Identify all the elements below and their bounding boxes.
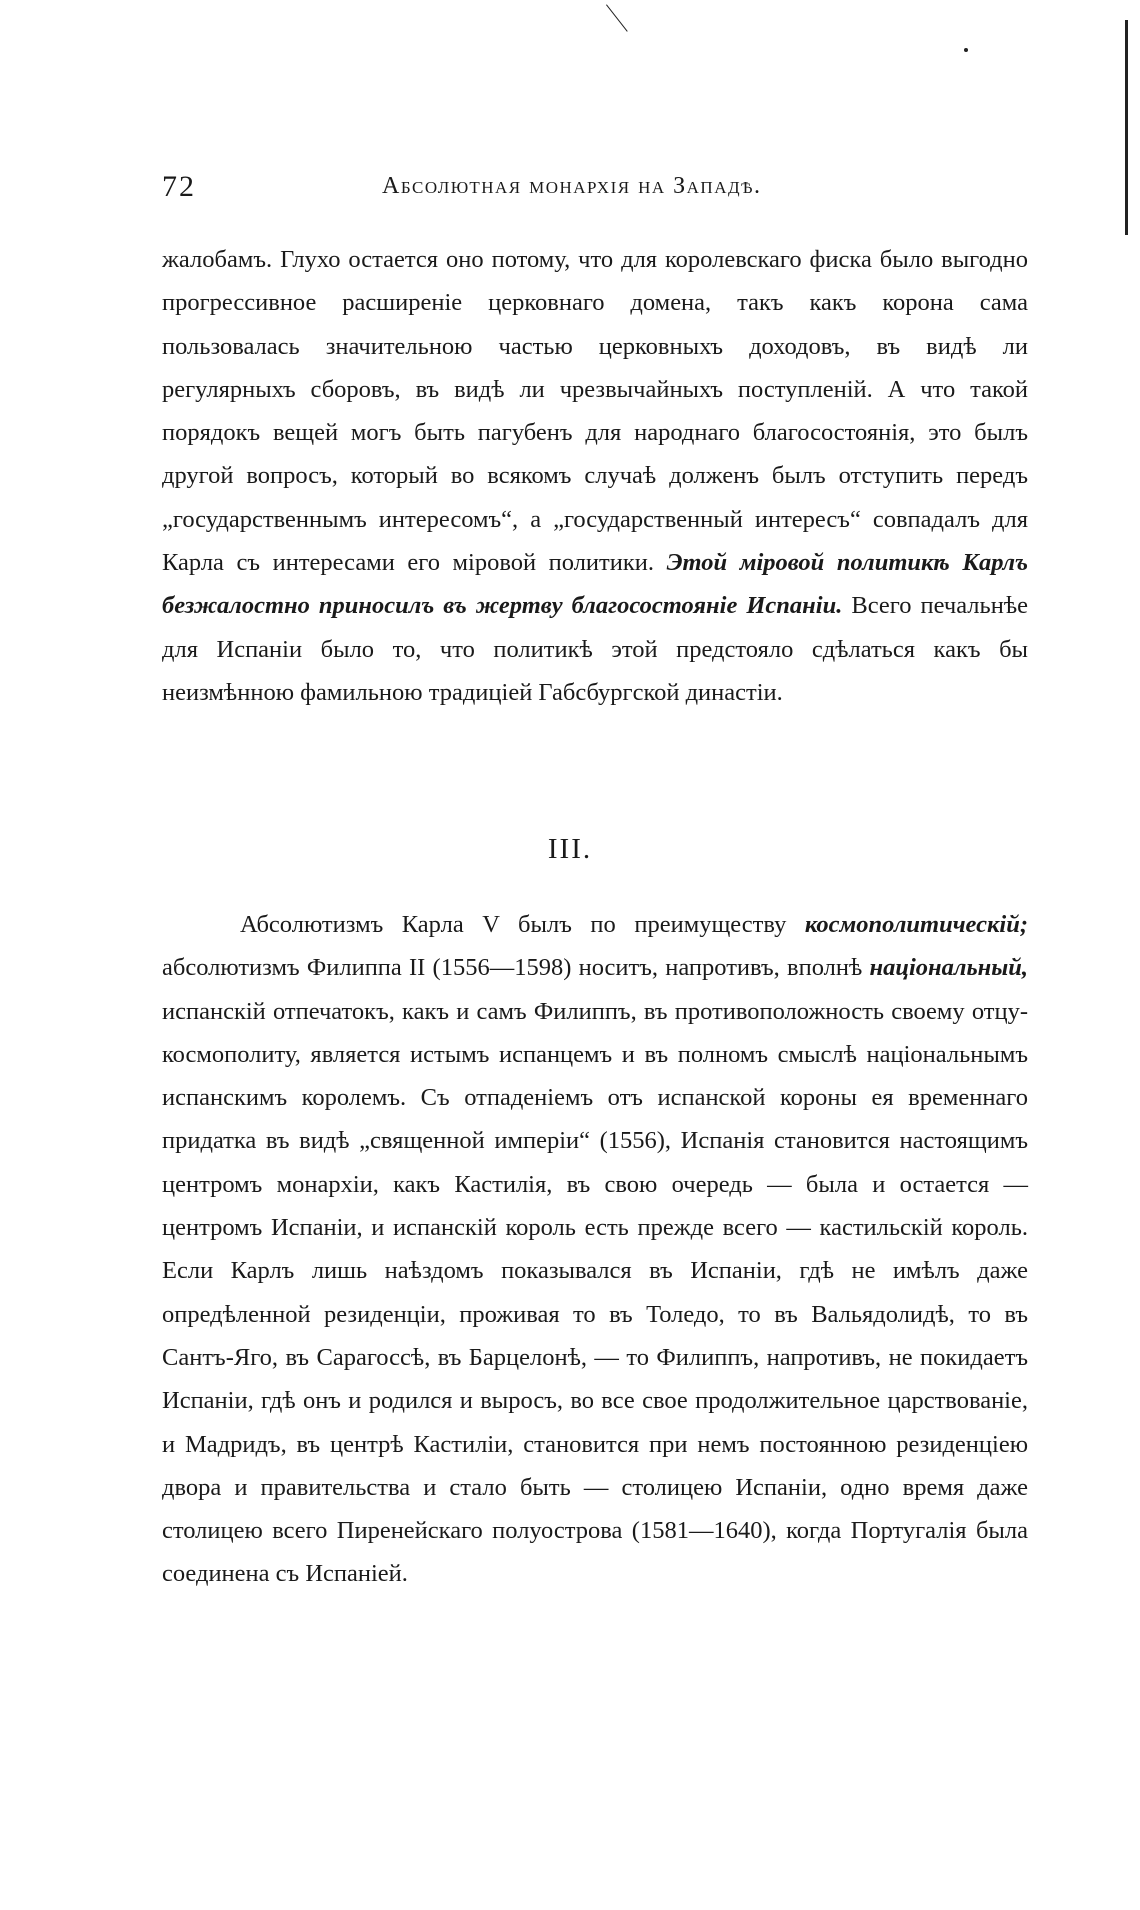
emphasized-text: космополитическій; bbox=[804, 911, 1028, 938]
paragraph-text: абсолютизмъ Филиппа II (1556—1598) носитъ, напротивъ, вполнѣ bbox=[162, 954, 870, 982]
scan-edge-line bbox=[1125, 20, 1128, 235]
emphasized-text: національный, bbox=[869, 954, 1028, 982]
scan-stroke bbox=[606, 4, 628, 31]
paragraph-text: жалобамъ. Глухо остается оно потому, что для королевскаго фиска было выгодно прогрессивное расширеніе церковнаго домена, такъ какъ корона сама пользовалась значительною частью церковныхъ доходовъ, въ видѣ ли регулярныхъ сборовъ, въ видѣ ли чрезвычайныхъ поступленій. А что такой порядокъ вещей могъ быть пагубенъ для народнаго благосостоянія, это былъ другой вопросъ, который во всякомъ случаѣ долженъ былъ отступить передъ „государственнымъ интересомъ“, а „государственный интересъ“ совпадалъ для Карла съ интересами его міровой политики. bbox=[162, 246, 1028, 577]
page-number: 72 bbox=[162, 170, 196, 203]
paragraph-text: Всего печальнѣе для Испаніи было то, что политикѣ этой предстояло сдѣлаться какъ бы неизмѣнною фамильною традиціей Габсбургской династіи. bbox=[162, 592, 1028, 706]
paragraph-text: испанскій отпечатокъ, какъ и самъ Филиппъ, въ противоположность своему отцу-космополиту, является истымъ испанцемъ и въ полномъ смыслѣ національнымъ испанскимъ королемъ. Съ отпаденіемъ отъ испанской короны ея временнаго придатка въ видѣ „священной имперіи“ (1556), Испанія становится настоящимъ центромъ монархіи, какъ Кастилія, въ свою очередь — была и остается — центромъ Испаніи, и испанскій король есть прежде всего — кастильскій король. Если Карлъ лишь наѣздомъ показывался въ Испаніи, гдѣ не имѣлъ даже опредѣленной резиденціи, проживая то въ Толедо, то въ Вальядолидѣ, то въ Сантъ-Яго, въ Сарагоссѣ, въ Барцелонѣ, — то Филиппъ, напротивъ, не покидаетъ Испаніи, гдѣ онъ и родился и выросъ, во все свое продолжительное царствованіе, и Мадридъ, въ центрѣ Кастиліи, становится при немъ постоянною резиденціею двора и правительства и стало быть — столицею Испаніи, одно время даже столицею всего Пиренейскаго полуострова (1581—1640), когда Португалія была соединена съ Испаніей. bbox=[162, 997, 1028, 1588]
paragraph-text: Абсолютизмъ Карла V былъ по преимуществу bbox=[240, 911, 805, 938]
emphasized-text: Этой міровой политикѣ Карлъ безжалостно приносилъ въ жертву благосостояніе Испаніи. bbox=[162, 549, 1028, 620]
page-header bbox=[162, 170, 1028, 210]
section-paragraph bbox=[162, 903, 1028, 1596]
running-title: Абсолютная монархія на Западѣ. bbox=[382, 173, 762, 199]
paragraph-continued bbox=[162, 238, 1028, 714]
scan-dot bbox=[964, 48, 968, 52]
section-number: III. bbox=[547, 833, 593, 865]
